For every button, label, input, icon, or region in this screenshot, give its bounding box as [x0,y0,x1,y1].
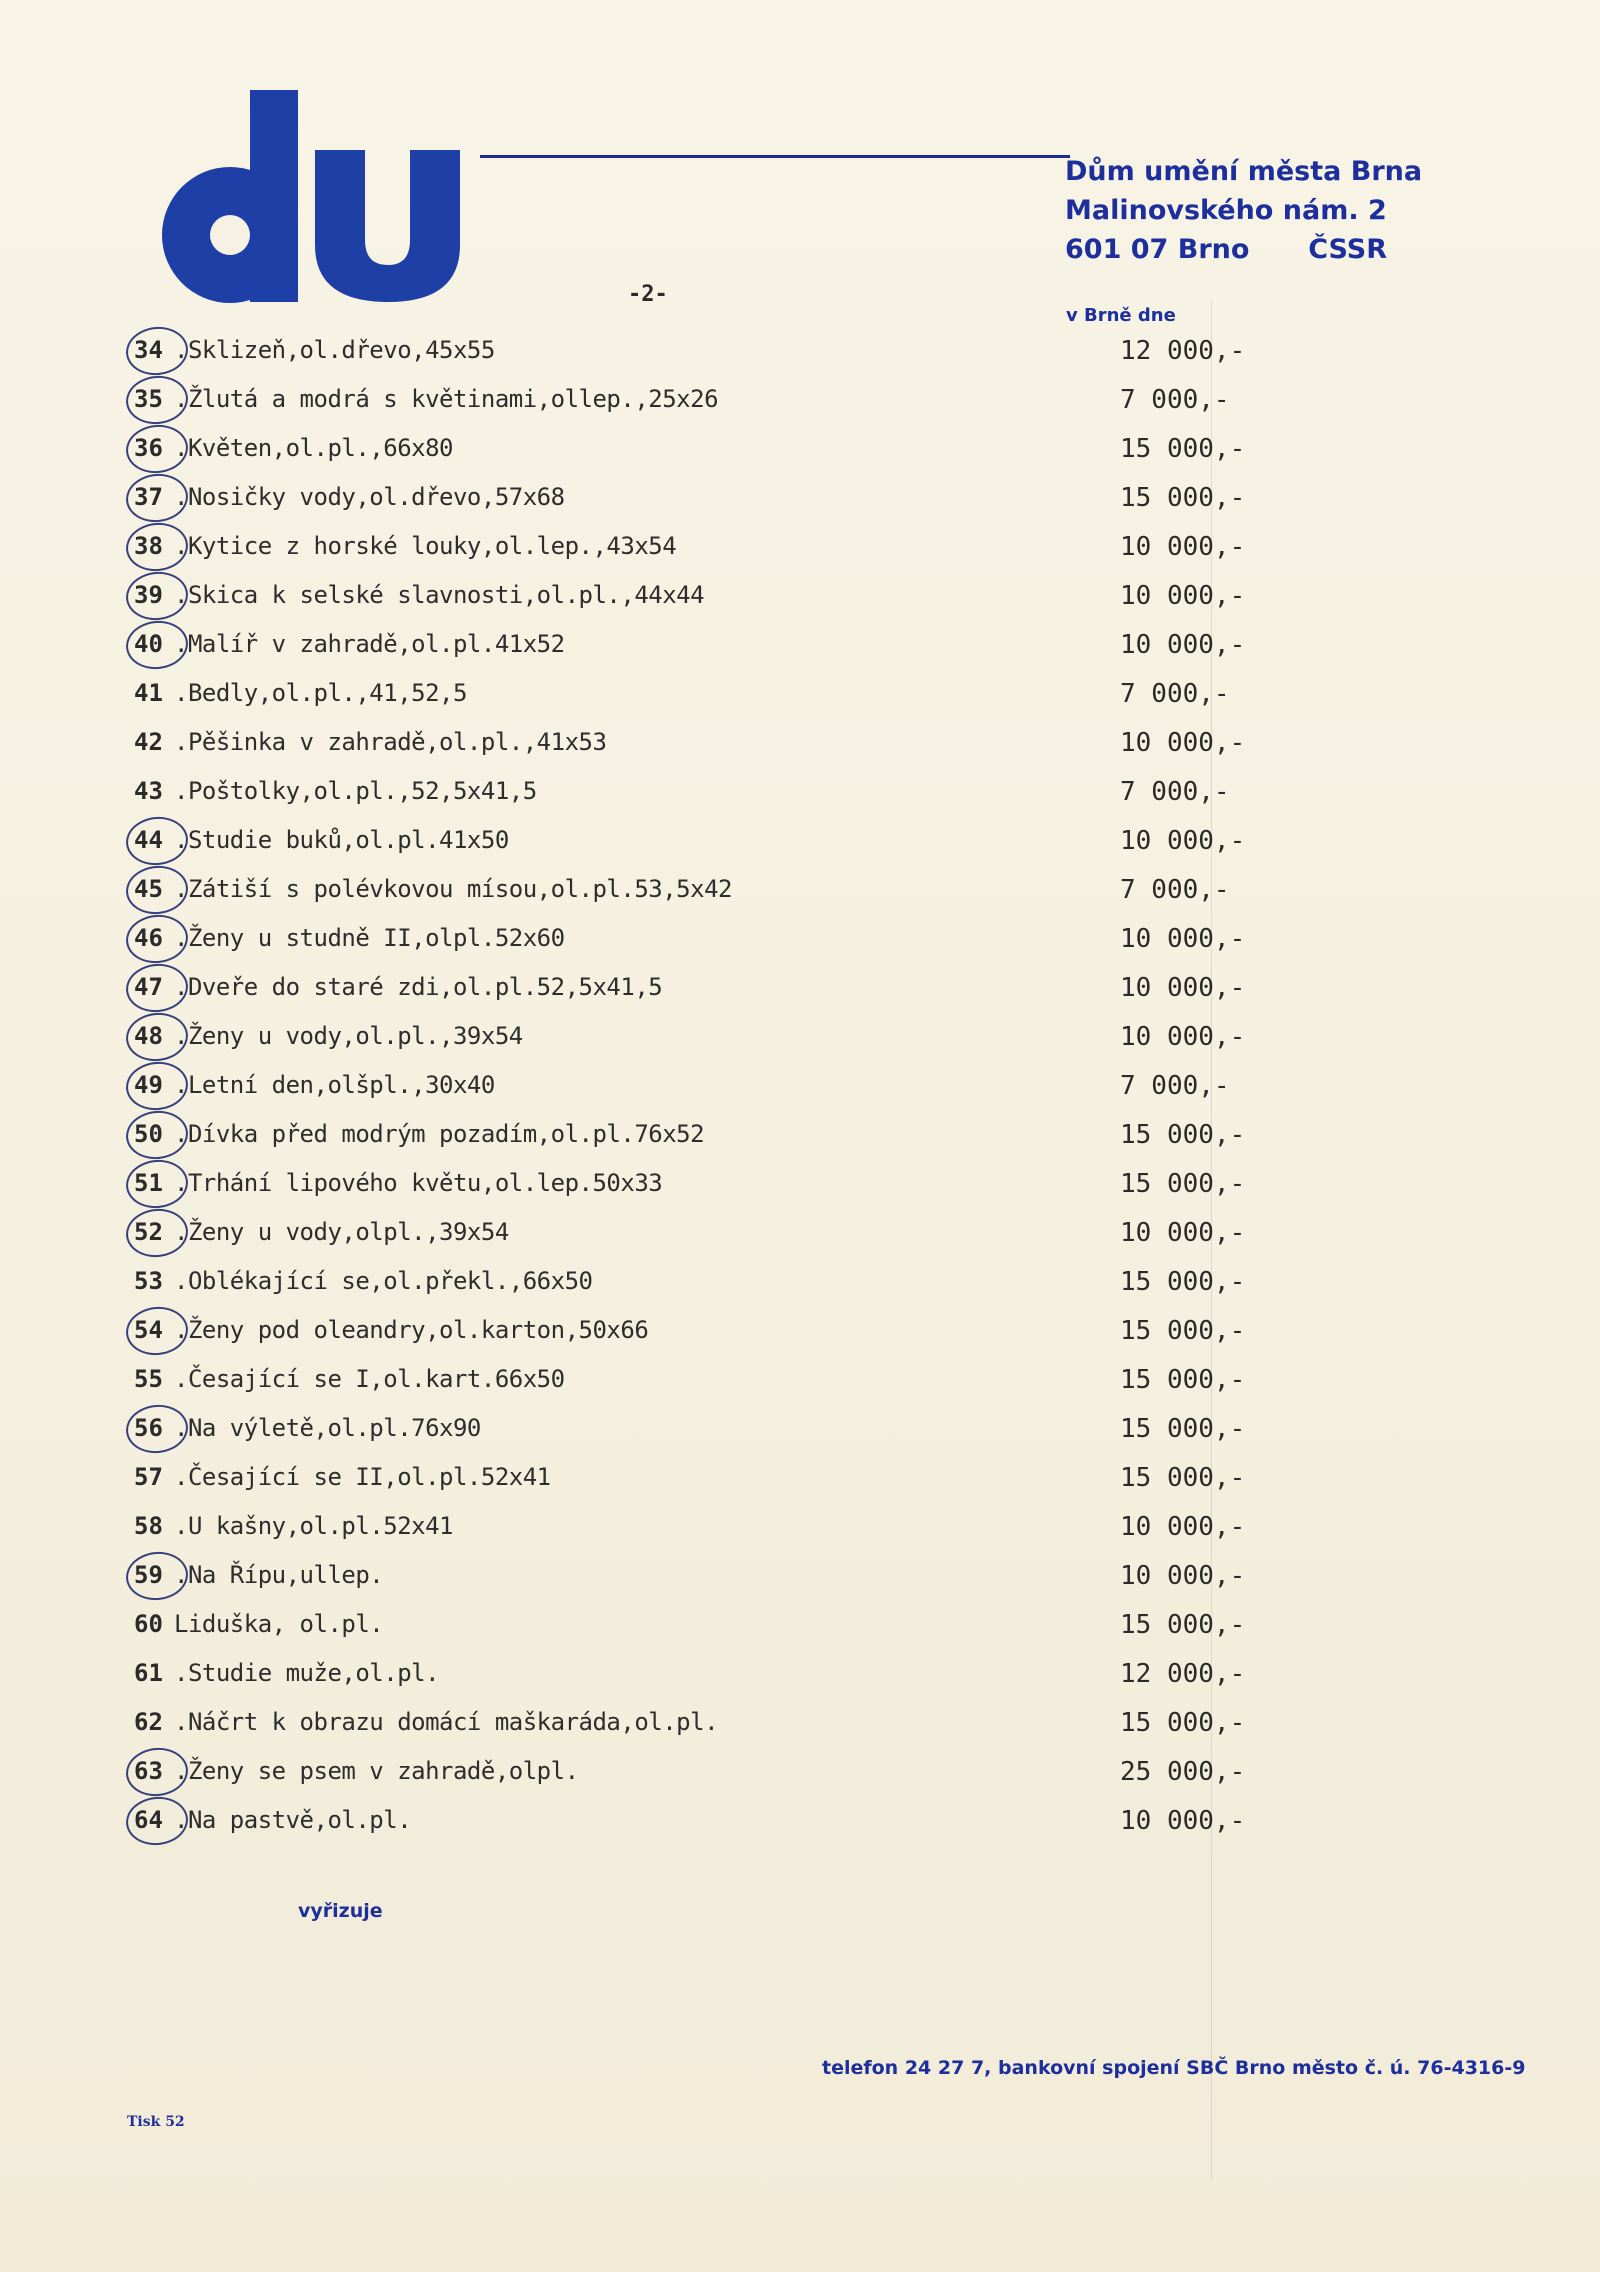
item-price: 10 000,- [1120,1561,1246,1591]
item-description: .Náčrt k obrazu domácí maškaráda,ol.pl. [174,1708,719,1736]
item-number-text: 35 [134,385,163,413]
list-item [130,820,1280,869]
list-item [130,1261,1280,1310]
item-number-text: 59 [134,1561,163,1589]
date-label: v Brně dne [1066,305,1176,326]
item-description: .Sklizeň,ol.dřevo,45x55 [174,336,495,364]
item-description: .Poštolky,ol.pl.,52,5x41,5 [174,777,537,805]
item-price: 7 000,- [1120,385,1230,415]
item-description: .Kytice z horské louky,ol.lep.,43x54 [174,532,677,560]
item-description: .U kašny,ol.pl.52x41 [174,1512,453,1540]
item-price: 10 000,- [1120,1512,1246,1542]
page-number: -2- [628,282,668,307]
list-item [130,624,1280,673]
list-item [130,1212,1280,1261]
item-number-text: 48 [134,1022,163,1050]
item-description: .Bedly,ol.pl.,41,52,5 [174,679,467,707]
item-price: 12 000,- [1120,336,1246,366]
item-description: .Letní den,olšpl.,30x40 [174,1071,495,1099]
item-description: .Trhání lipového květu,ol.lep.50x33 [174,1169,663,1197]
item-description: .Česající se II,ol.pl.52x41 [174,1463,551,1491]
list-item [130,1751,1280,1800]
item-number-text: 53 [134,1267,163,1295]
item-number-text: 41 [134,679,163,707]
item-number-text: 58 [134,1512,163,1540]
list-item [130,1408,1280,1457]
list-item [130,1604,1280,1653]
item-number-text: 60 [134,1610,163,1638]
item-description: .Ženy se psem v zahradě,olpl. [174,1757,579,1785]
item-price: 15 000,- [1120,483,1246,513]
item-price: 7 000,- [1120,1071,1230,1101]
item-price: 25 000,- [1120,1757,1246,1787]
artwork-price-list [130,330,1280,1849]
item-description: .Ženy pod oleandry,ol.karton,50x66 [174,1316,649,1344]
item-price: 10 000,- [1120,630,1246,660]
footer-contact: telefon 24 27 7, bankovní spojení SBČ Brno město č. ú. 76-4316-9 [822,2057,1526,2079]
item-price: 15 000,- [1120,1365,1246,1395]
list-item [130,477,1280,526]
item-price: 15 000,- [1120,1708,1246,1738]
item-description: .Skica k selské slavnosti,ol.pl.,44x44 [174,581,705,609]
item-number-text: 45 [134,875,163,903]
address-country: ČSSR [1308,234,1388,265]
item-description: .Studie muže,ol.pl. [174,1659,440,1687]
item-price: 15 000,- [1120,434,1246,464]
item-price: 15 000,- [1120,1120,1246,1150]
item-number-text: 49 [134,1071,163,1099]
item-description: .Žlutá a modrá s květinami,ollep.,25x26 [174,385,719,413]
item-description: .Dívka před modrým pozadím,ol.pl.76x52 [174,1120,705,1148]
handled-by-label: vyřizuje [298,1900,383,1922]
list-item [130,428,1280,477]
item-number-text: 39 [134,581,163,609]
item-price: 10 000,- [1120,728,1246,758]
item-price: 7 000,- [1120,875,1230,905]
address-line-institution: Dům umění města Brna [1065,156,1423,187]
letterhead-rule [480,155,1070,158]
item-number-text: 63 [134,1757,163,1785]
address-line-street: Malinovského nám. 2 [1065,195,1387,226]
item-price: 15 000,- [1120,1414,1246,1444]
item-description: .Malíř v zahradě,ol.pl.41x52 [174,630,565,658]
item-price: 7 000,- [1120,777,1230,807]
item-price: 15 000,- [1120,1463,1246,1493]
item-description: .Česající se I,ol.kart.66x50 [174,1365,565,1393]
item-number-text: 52 [134,1218,163,1246]
item-number-text: 50 [134,1120,163,1148]
list-item [130,1702,1280,1751]
item-number-text: 36 [134,434,163,462]
list-item [130,967,1280,1016]
item-number-text: 47 [134,973,163,1001]
item-description: .Ženy u studně II,olpl.52x60 [174,924,565,952]
item-price: 10 000,- [1120,1218,1246,1248]
item-description: .Pěšinka v zahradě,ol.pl.,41x53 [174,728,607,756]
list-item [130,330,1280,379]
item-price: 15 000,- [1120,1316,1246,1346]
item-description: Liduška, ol.pl. [174,1610,384,1638]
item-price: 10 000,- [1120,581,1246,611]
item-description: .Zátiší s polévkovou mísou,ol.pl.53,5x42 [174,875,732,903]
item-price: 7 000,- [1120,679,1230,709]
du-logo [160,90,480,320]
item-price: 15 000,- [1120,1267,1246,1297]
list-item [130,526,1280,575]
list-item [130,869,1280,918]
address-line-city [1065,230,1422,269]
item-number-text: 62 [134,1708,163,1736]
list-item [130,1114,1280,1163]
list-item [130,1065,1280,1114]
item-price: 10 000,- [1120,1806,1246,1836]
item-description: .Oblékající se,ol.překl.,66x50 [174,1267,593,1295]
list-item [130,1457,1280,1506]
item-number-text: 54 [134,1316,163,1344]
item-description: .Na výletě,ol.pl.76x90 [174,1414,481,1442]
sender-address [1065,152,1422,269]
item-description: .Na pastvě,ol.pl. [174,1806,412,1834]
list-item [130,1310,1280,1359]
address-city: 601 07 Brno [1065,234,1250,265]
item-price: 10 000,- [1120,973,1246,1003]
item-price: 12 000,- [1120,1659,1246,1689]
item-price: 10 000,- [1120,924,1246,954]
item-price: 15 000,- [1120,1169,1246,1199]
item-description: .Květen,ol.pl.,66x80 [174,434,453,462]
list-item [130,918,1280,967]
item-description: .Dveře do staré zdi,ol.pl.52,5x41,5 [174,973,663,1001]
item-description: .Studie buků,ol.pl.41x50 [174,826,509,854]
list-item [130,1653,1280,1702]
list-item [130,575,1280,624]
item-price: 15 000,- [1120,1610,1246,1640]
item-price: 10 000,- [1120,532,1246,562]
item-number-text: 51 [134,1169,163,1197]
item-number-text: 56 [134,1414,163,1442]
item-number-text: 37 [134,483,163,511]
item-number-text: 57 [134,1463,163,1491]
print-code: Tisk 52 [127,2114,185,2130]
item-description: .Na Řípu,ullep. [174,1561,384,1589]
item-number-text: 43 [134,777,163,805]
item-number-text: 44 [134,826,163,854]
list-item [130,673,1280,722]
item-description: .Nosičky vody,ol.dřevo,57x68 [174,483,565,511]
list-item [130,1555,1280,1604]
list-item [130,1359,1280,1408]
item-price: 10 000,- [1120,826,1246,856]
item-number-text: 34 [134,336,163,364]
item-number-text: 55 [134,1365,163,1393]
list-item [130,1163,1280,1212]
item-description: .Ženy u vody,olpl.,39x54 [174,1218,509,1246]
item-price: 10 000,- [1120,1022,1246,1052]
item-number-text: 64 [134,1806,163,1834]
list-item [130,771,1280,820]
item-number-text: 46 [134,924,163,952]
list-item [130,722,1280,771]
list-item [130,1016,1280,1065]
item-number-text: 42 [134,728,163,756]
list-item [130,1506,1280,1555]
list-item [130,379,1280,428]
item-number-text: 38 [134,532,163,560]
item-description: .Ženy u vody,ol.pl.,39x54 [174,1022,523,1050]
item-number-text: 61 [134,1659,163,1687]
list-item [130,1800,1280,1849]
item-number-text: 40 [134,630,163,658]
